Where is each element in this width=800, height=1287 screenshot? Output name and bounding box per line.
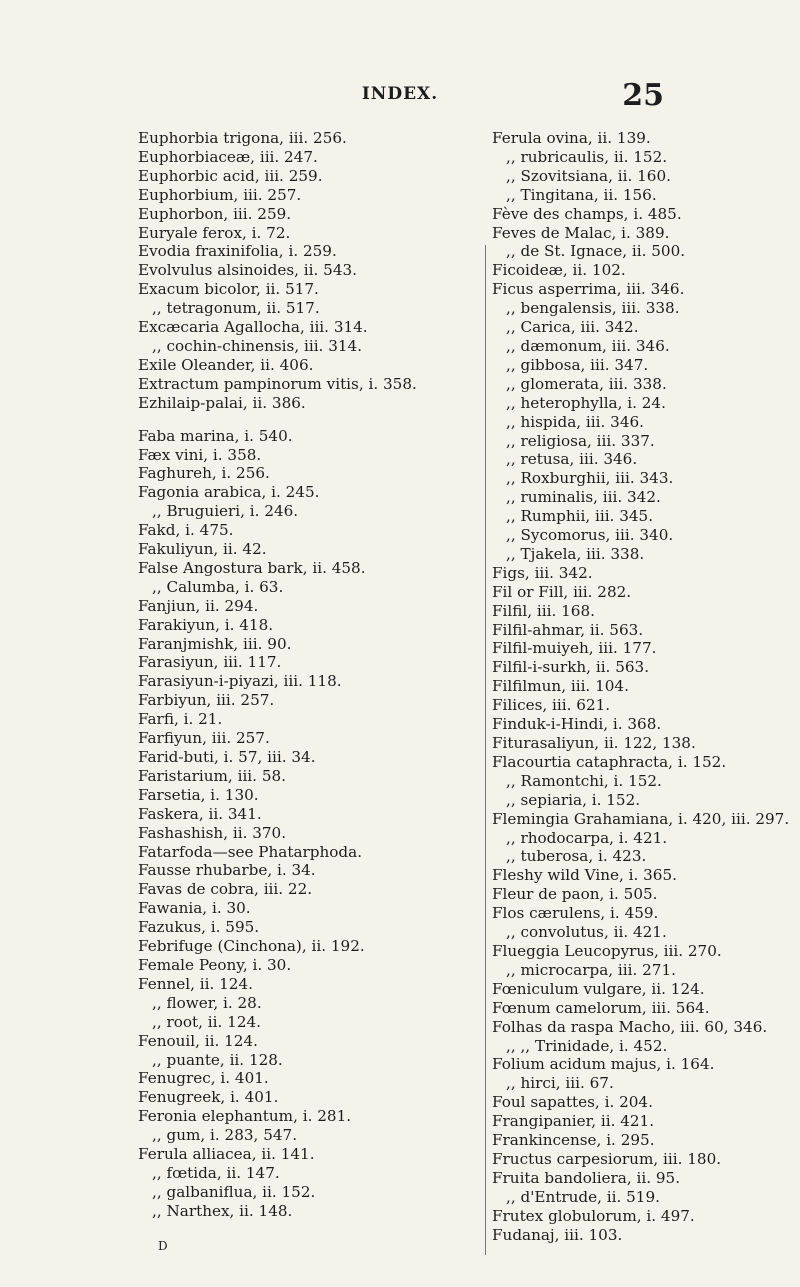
- index-entry: Flos cærulens, i. 459.: [492, 904, 659, 923]
- index-entry: ,, Calumba, i. 63.: [152, 577, 284, 596]
- index-entry: Faskera, ii. 341.: [138, 804, 262, 823]
- index-entry: Ficoideæ, ii. 102.: [492, 261, 626, 280]
- column-divider: [485, 245, 486, 1255]
- index-entry: Exacum bicolor, ii. 517.: [138, 280, 319, 299]
- index-entry: ,, religiosa, iii. 337.: [506, 431, 655, 450]
- index-column-right: [492, 129, 800, 1244]
- index-entry: Farasiyun, iii. 117.: [138, 653, 282, 672]
- index-entry: Fiturasaliyun, ii. 122, 138.: [492, 734, 696, 752]
- index-entry: Feronia elephantum, i. 281.: [138, 1107, 352, 1126]
- index-entry: ,, Tingitana, ii. 156.: [506, 185, 657, 204]
- index-entry: Fœniculum vulgare, ii. 124.: [492, 979, 705, 998]
- index-entry: Fruita bandoliera, ii. 95.: [492, 1168, 681, 1187]
- index-entry: Fazukus, i. 595.: [138, 918, 260, 937]
- index-entry: ,, Rumphii, iii. 345.: [506, 507, 654, 526]
- index-entry: ,, ruminalis, iii. 342.: [506, 488, 661, 507]
- signature-mark: D: [158, 1239, 168, 1253]
- index-entry: Flacourtia cataphracta, i. 152.: [492, 752, 727, 771]
- index-entry: Folium acidum majus, i. 164.: [492, 1055, 715, 1074]
- index-entry: ,, gibbosa, iii. 347.: [506, 355, 649, 374]
- index-entry: ,, root, ii. 124.: [152, 1012, 261, 1031]
- index-entry: Ferula ovina, ii. 139.: [492, 129, 651, 147]
- index-entry: Fleshy wild Vine, i. 365.: [492, 866, 677, 885]
- index-entry: Fève des champs, i. 485.: [492, 204, 682, 223]
- index-entry: Fagonia arabica, i. 245.: [138, 483, 320, 502]
- index-entry: Fenouil, ii. 124.: [138, 1031, 258, 1050]
- index-entry: Flueggia Leucopyrus, iii. 270.: [492, 941, 722, 960]
- index-entry: ,, Ramontchi, i. 152.: [506, 771, 662, 790]
- index-entry: Fawania, i. 30.: [138, 899, 251, 918]
- index-entry: Fleur de paon, i. 505.: [492, 885, 658, 904]
- index-entry: Fennel, ii. 124.: [138, 974, 253, 993]
- index-entry: Flemingia Grahamiana, i. 420, iii. 297.: [492, 809, 790, 828]
- index-entry: Farakiyun, i. 418.: [138, 615, 274, 634]
- index-entry: Fenugrec, i. 401.: [138, 1069, 269, 1088]
- index-entry: Euphorbia trigona, iii. 256.: [138, 129, 347, 147]
- index-entry: Faranjmishk, iii. 90.: [138, 634, 292, 653]
- index-entry: Fructus carpesiorum, iii. 180.: [492, 1149, 722, 1168]
- index-entry: ,, Carica, iii. 342.: [506, 318, 639, 337]
- index-entry: ,, fœtida, ii. 147.: [152, 1163, 280, 1182]
- index-entry: ,, d'Entrude, ii. 519.: [506, 1187, 660, 1206]
- index-entry: Fanjiun, ii. 294.: [138, 596, 259, 615]
- index-entry: ,, convolutus, ii. 421.: [506, 923, 667, 942]
- index-entry: Frangipanier, ii. 421.: [492, 1112, 655, 1131]
- index-entry: ,, rhodocarpa, i. 421.: [506, 828, 668, 847]
- index-entry: ,, glomerata, iii. 338.: [506, 374, 667, 393]
- index-entry: Filices, iii. 621.: [492, 696, 611, 715]
- index-entry: Ezhilaip-palai, ii. 386.: [138, 393, 306, 412]
- index-entry: Fatarfoda—see Phatarphoda.: [138, 842, 363, 861]
- index-entry: Fashashish, ii. 370.: [138, 823, 287, 842]
- index-entry: Filfil, iii. 168.: [492, 601, 595, 620]
- index-entry: Farbiyun, iii. 257.: [138, 691, 275, 710]
- index-entry: Euryale ferox, i. 72.: [138, 223, 291, 242]
- index-entry: ,, hispida, iii. 346.: [506, 412, 644, 431]
- index-entry: Euphorbic acid, iii. 259.: [138, 166, 323, 185]
- index-entry: Fæx vini, i. 358.: [138, 445, 262, 464]
- index-title: INDEX.: [361, 84, 439, 104]
- index-entry: ,, retusa, iii. 346.: [506, 450, 638, 469]
- index-entry: Frutex globulorum, i. 497.: [492, 1206, 695, 1225]
- page-header: [0, 78, 800, 118]
- index-entry: Faristarium, iii. 58.: [138, 766, 286, 785]
- index-entry: ,, sepiaria, i. 152.: [506, 790, 641, 809]
- index-entry: Fil or Fill, iii. 282.: [492, 582, 632, 601]
- index-entry: ,, hirci, iii. 67.: [506, 1074, 614, 1093]
- index-entry: Faghureh, i. 256.: [138, 464, 270, 483]
- index-entry: ,, gum, i. 283, 547.: [152, 1126, 298, 1145]
- index-entry: Evolvulus alsinoides, ii. 543.: [138, 261, 357, 280]
- index-entry: Fenugreek, i. 401.: [138, 1088, 279, 1107]
- index-entry: ,, rubricaulis, ii. 152.: [506, 147, 668, 166]
- index-entry: ,, dæmonum, iii. 346.: [506, 336, 670, 355]
- index-entry: Folhas da raspa Macho, iii. 60, 346.: [492, 1017, 768, 1036]
- index-entry: Ficus asperrima, iii. 346.: [492, 280, 685, 299]
- index-entry: ,, ,, Trinidade, i. 452.: [506, 1036, 668, 1055]
- index-entry: ,, cochin-chinensis, iii. 314.: [152, 336, 363, 355]
- index-entry: Filfil-muiyeh, iii. 177.: [492, 639, 657, 658]
- index-entry: Figs, iii. 342.: [492, 563, 593, 582]
- index-entry: Fausse rhubarbe, i. 34.: [138, 861, 316, 880]
- index-entry: Febrifuge (Cinchona), ii. 192.: [138, 937, 365, 956]
- index-entry: Fakuliyun, ii. 42.: [138, 540, 267, 559]
- index-entry: Farfiyun, iii. 257.: [138, 729, 270, 748]
- index-entry: Female Peony, i. 30.: [138, 955, 292, 974]
- index-entry: False Angostura bark, ii. 458.: [138, 558, 366, 577]
- index-entry: ,, Bruguieri, i. 246.: [152, 502, 299, 521]
- index-entry: Fudanaj, iii. 103.: [492, 1225, 623, 1244]
- index-entry: Filfilmun, iii. 104.: [492, 677, 629, 696]
- index-entry: ,, Tjakela, iii. 338.: [506, 544, 645, 563]
- index-entry: Frankincense, i. 295.: [492, 1131, 655, 1150]
- index-entry: Farfi, i. 21.: [138, 710, 223, 729]
- index-entry: ,, flower, i. 28.: [152, 993, 262, 1012]
- index-entry: Filfil-i-surkh, ii. 563.: [492, 658, 650, 677]
- index-entry: Faba marina, i. 540.: [138, 426, 293, 445]
- index-entry: Filfil-ahmar, ii. 563.: [492, 620, 644, 639]
- index-entry: Farid-buti, i. 57, iii. 34.: [138, 748, 316, 766]
- index-entry: Favas de cobra, iii. 22.: [138, 880, 313, 899]
- index-entry: ,, galbaniflua, ii. 152.: [152, 1182, 316, 1201]
- index-entry: ,, tuberosa, i. 423.: [506, 847, 647, 866]
- index-entry: ,, Sycomorus, iii. 340.: [506, 526, 674, 545]
- index-entry: ,, bengalensis, iii. 338.: [506, 299, 680, 318]
- index-entry: ,, tetragonum, ii. 517.: [152, 299, 320, 318]
- index-entry: Extractum pampinorum vitis, i. 358.: [138, 374, 417, 393]
- index-entry: Fœnum camelorum, iii. 564.: [492, 998, 710, 1017]
- index-column-left: [138, 129, 488, 1221]
- index-entry: Evodia fraxinifolia, i. 259.: [138, 242, 337, 261]
- index-entry: Euphorbiaceæ, iii. 247.: [138, 147, 318, 166]
- index-entry: Euphorbium, iii. 257.: [138, 185, 302, 204]
- index-entry: ,, Narthex, ii. 148.: [152, 1201, 293, 1220]
- index-entry: Farsetia, i. 130.: [138, 785, 259, 804]
- index-entry: Feves de Malac, i. 389.: [492, 223, 670, 242]
- index-entry: Euphorbon, iii. 259.: [138, 204, 292, 223]
- index-entry: ,, microcarpa, iii. 271.: [506, 960, 676, 979]
- index-entry: Finduk-i-Hindi, i. 368.: [492, 715, 662, 734]
- index-entry: Ferula alliacea, ii. 141.: [138, 1145, 315, 1164]
- index-entry: Exile Oleander, ii. 406.: [138, 355, 314, 374]
- page-number: 25: [622, 78, 664, 113]
- index-entry: Excæcaria Agallocha, iii. 314.: [138, 318, 368, 337]
- index-entry: ,, de St. Ignace, ii. 500.: [506, 242, 686, 261]
- index-entry: ,, Roxburghii, iii. 343.: [506, 469, 674, 488]
- index-entry: Foul sapattes, i. 204.: [492, 1093, 653, 1112]
- index-entry: Fakd, i. 475.: [138, 521, 234, 540]
- index-entry: ,, heterophylla, i. 24.: [506, 393, 666, 412]
- index-entry: ,, puante, ii. 128.: [152, 1050, 283, 1069]
- index-entry: Farasiyun-i-piyazi, iii. 118.: [138, 672, 342, 691]
- index-entry: ,, Szovitsiana, ii. 160.: [506, 166, 671, 185]
